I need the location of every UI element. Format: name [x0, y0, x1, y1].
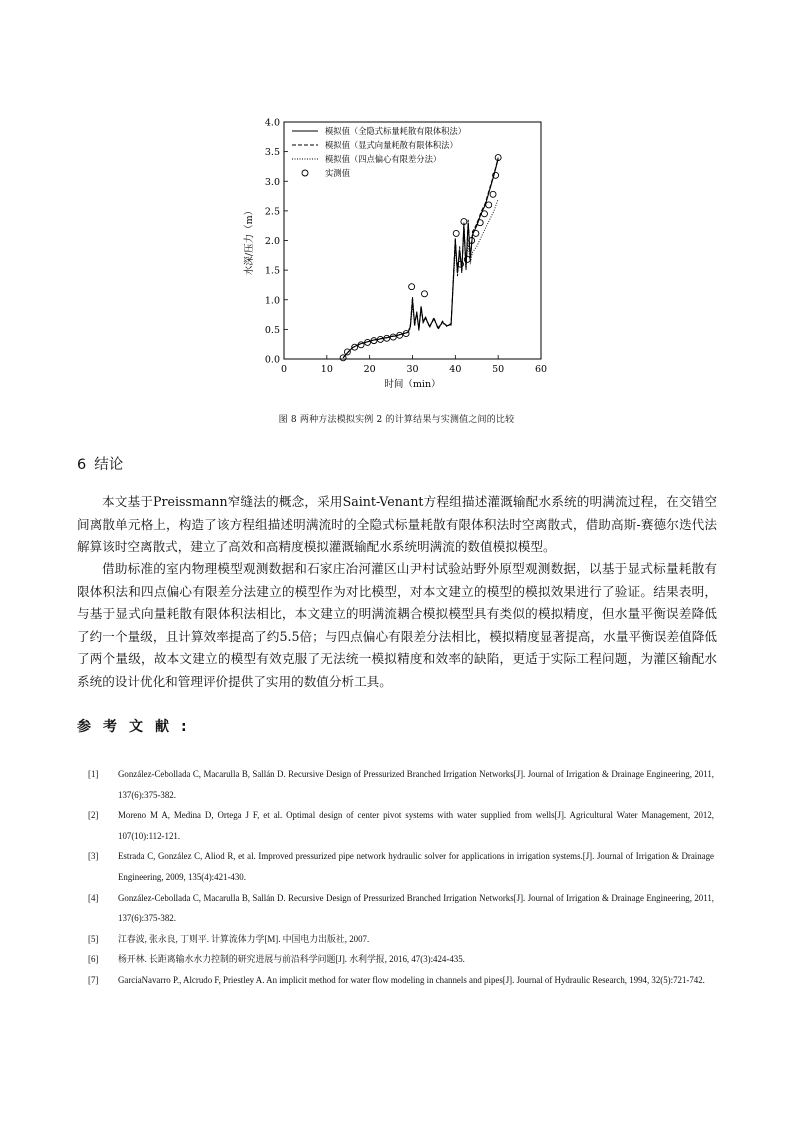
measured-point [421, 291, 427, 297]
x-tick-label: 50 [492, 364, 505, 375]
references-heading: 参考文献: [77, 719, 199, 735]
reference-item [88, 949, 714, 970]
y-tick-label: 3.0 [264, 176, 280, 188]
reference-item [88, 970, 714, 991]
reference-number: [5] [88, 933, 99, 944]
y-tick-label: 0.5 [264, 324, 280, 336]
y-tick-label: 3.5 [264, 147, 280, 159]
reference-text: Estrada C, González C, Aliod R, et al. Improved pressurized pipe network hydraulic solver for applications in irrigation systems.[J]. Journal of Irrigation & Drainage Engineering, 2009, 135(4):421-430. [118, 851, 714, 882]
y-tick-label: 1.5 [264, 265, 280, 277]
reference-list [88, 764, 714, 991]
x-tick-label: 0 [280, 364, 288, 375]
y-axis-label: 水深/压力（m） [244, 205, 255, 276]
x-tick-label: 10 [320, 364, 333, 375]
legend-entry: 模拟值（四点偏心有限差分法） [325, 154, 442, 164]
measured-point [481, 211, 487, 217]
measured-point [453, 230, 459, 236]
y-tick-label: 1.0 [264, 295, 280, 307]
reference-item [88, 764, 714, 805]
x-tick-label: 20 [363, 364, 376, 375]
reference-text: González-Cebollada C, Macarulla B, Sallán D. Recursive Design of Pressurized Branched Irrigation Networks[J]. Journal of Irrigation & Drainage Engineering, 2011, 137(6):375-382. [118, 892, 714, 924]
y-tick-label: 4.0 [264, 117, 280, 129]
water-depth-chart [220, 108, 560, 398]
reference-text: González-Cebollada C, Macarulla B, Sallán D. Recursive Design of Pressurized Branched Irrigation Networks[J]. Journal of Irrigation & Drainage Engineering, 2011, 137(6):375-382. [118, 769, 714, 800]
reference-item [88, 805, 714, 846]
legend-marker [302, 170, 308, 176]
reference-text: GarciaNavarro P., Alcrudo F, Priestley A. An implicit method for water flow modeling in channels and pipes[J]. Journal of Hydraulic Research, 1994, 32(5):721-742. [118, 974, 705, 985]
section-title: 结论 [94, 457, 124, 473]
x-tick-label: 60 [534, 364, 548, 375]
y-tick-label: 2.0 [264, 236, 280, 247]
legend-entry: 模拟值（显式向量耗散有限体积法） [325, 140, 458, 150]
reference-item [88, 846, 714, 887]
conclusion-paragraph-1: 本文基于Preissmann窄缝法的概念，采用Saint-Venant方程组描述灌溉输配水系统的明满流过程，在交错空间离散单元格上，构造了该方程组描述明满流时的全隐式标量耗散有限体积法时空离散式，借助高斯-赛德尔迭代法解算该时空离散式，建立了高效和高精度模拟灌溉输配水系统明满流的数值模拟模型。 [77, 494, 717, 555]
legend-entry: 实测值 [325, 168, 350, 178]
x-axis-label: 时间（min） [384, 379, 441, 390]
reference-number: [2] [88, 810, 99, 821]
measured-point [344, 349, 350, 355]
measured-point [409, 284, 415, 290]
reference-number: [6] [88, 954, 99, 965]
reference-number: [4] [88, 892, 99, 903]
reference-text: 杨开林. 长距离输水水力控制的研究进展与前沿科学问题[J]. 水利学报, 2016, 47(3):424-435. [118, 954, 465, 965]
figure-caption: 图 8 两种方法模拟实例 2 的计算结果与实测值之间的比较 [278, 415, 515, 425]
measured-point [486, 202, 492, 208]
x-tick-label: 40 [449, 364, 462, 375]
section-heading [77, 453, 131, 474]
measured-point [473, 230, 479, 236]
y-tick-label: 2.5 [264, 206, 280, 218]
reference-item [88, 929, 714, 950]
reference-number: [7] [88, 974, 99, 985]
reference-text: 江春波, 张永良, 丁则平. 计算流体力学[M]. 中国电力出版社, 2007. [118, 933, 370, 944]
x-tick-label: 30 [406, 364, 419, 375]
series-line-dotted [343, 199, 498, 358]
reference-number: [1] [88, 769, 99, 779]
measured-point [490, 191, 496, 197]
conclusion-paragraph-2: 借助标准的室内物理模型观测数据和石家庄冶河灌区山尹村试验站野外原型观测数据，以基于显式标量耗散有限体积法和四点偏心有限差分法建立的模型作为对比模型，对本文建立的模型的模拟效果进行了验证。结果表明，与基于显式向量耗散有限体积法相比，本文建立的明满流耦合模拟模型具有类似的模拟精度，但水量平衡误差降低了约一个量级，且计算效率提高了约5.5倍；与四点偏心有限差分法相比，模拟精度显著提高，水量平衡误差值降低了两个量级，故本文建立的模型有效克服了无法统一模拟精度和效率的缺陷，更适于实际工程问题，为灌区输配水系统的设计优化和管理评价提供了实用的数值分析工具。 [77, 561, 717, 689]
reference-item [88, 888, 714, 929]
series-line-dashed [343, 158, 498, 358]
reference-number: [3] [88, 851, 99, 862]
section-number: 6 [77, 457, 87, 473]
series-line-solid [343, 159, 498, 358]
reference-text: Moreno M A, Medina D, Ortega J F, et al. Optimal design of center pivot systems with water supplied from wells[J]. Agricultural Water Management, 2012, 107(10):112-121. [118, 810, 714, 841]
measured-point [390, 334, 396, 340]
legend-entry: 模拟值（全隐式标量耗散有限体积法） [325, 126, 467, 136]
y-tick-label: 0.0 [264, 354, 280, 366]
measured-point [340, 355, 346, 361]
